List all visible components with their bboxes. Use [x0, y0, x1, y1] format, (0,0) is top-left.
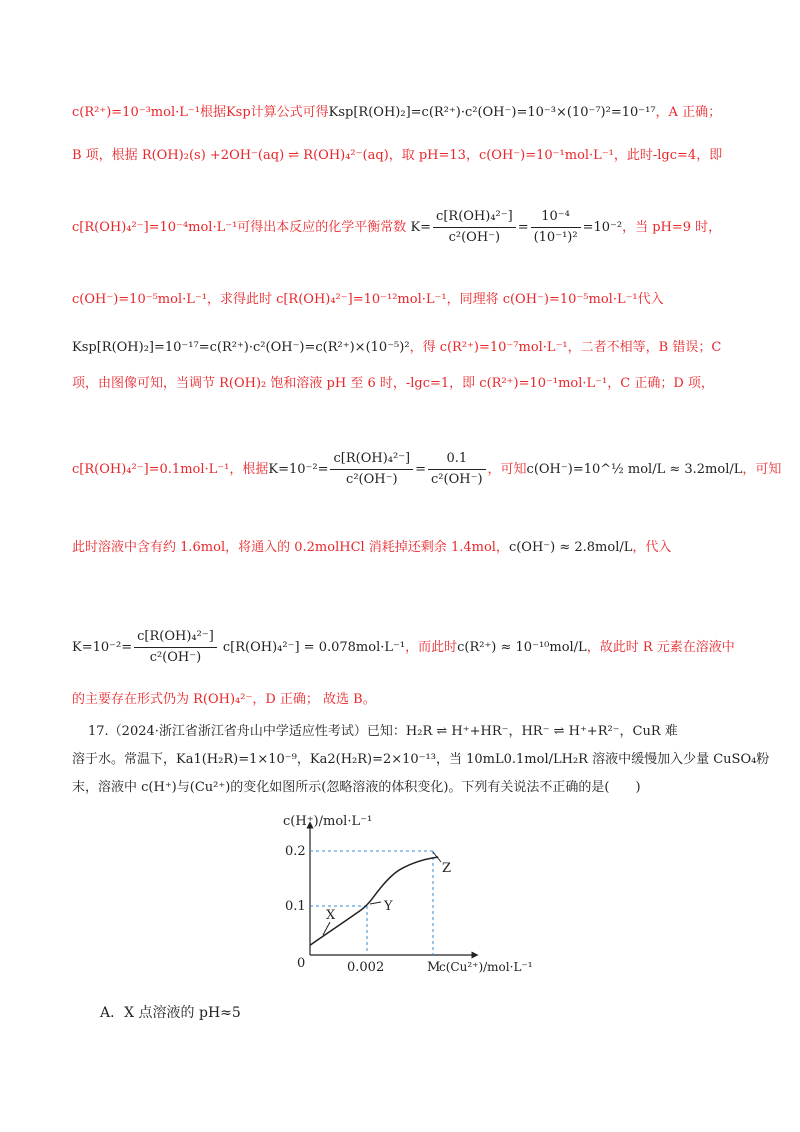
- solution-line-8: [72, 540, 671, 556]
- fraction-denominator: c²(OH⁻): [431, 472, 483, 487]
- fraction: [428, 450, 486, 489]
- text-segment: c(R²⁺)=10⁻³mol·L⁻¹根据Ksp计算公式可得: [72, 105, 329, 120]
- text-segment: 17.（2024·浙江省浙江省舟山中学适应性考试）已知：H₂R ⇌ H⁺+HR⁻，HR⁻ ⇌ H⁺+R²⁻，CuR 难: [88, 724, 678, 739]
- point-label-y: Y: [384, 899, 393, 914]
- origin-label: 0: [297, 956, 306, 971]
- y-tick-label: 0.1: [285, 899, 306, 914]
- x-tick-label: 0.002: [347, 960, 385, 975]
- k-label: K=10⁻²=: [268, 462, 329, 477]
- text-segment: 溶于水。常温下，Ka1(H₂R)=1×10⁻⁹，Ka2(H₂R)=2×10⁻¹³，当 10mL0.1mol/LH₂R 溶液中缓慢加入少量 CuSO₄粉: [72, 752, 770, 767]
- fraction-denominator: (10⁻¹)²: [533, 230, 578, 245]
- result-value: =10⁻²: [582, 220, 623, 235]
- oh-concentration: c(OH⁻)=10^½ mol/L ≈ 3.2mol/L: [526, 462, 743, 477]
- text-segment: c[R(OH)₄²⁻]=0.1mol·L⁻¹，根据: [72, 462, 269, 477]
- fraction-numerator: c[R(OH)₄²⁻]: [134, 628, 217, 648]
- solution-line-6: [72, 376, 714, 392]
- question-line-1: [88, 724, 678, 740]
- text-segment: ，可知: [742, 462, 782, 477]
- solution-line-10: [72, 692, 376, 708]
- solution-line-1: [72, 105, 721, 121]
- text-segment: 此时溶液中含有约 1.6mol，将通入的 0.2molHCl 消耗掉还剩余 1.4mol，: [72, 540, 509, 555]
- concentration-expression: c(R²⁺) ≈ 10⁻¹⁰mol/L: [457, 640, 587, 655]
- text-segment: ，A 正确；: [655, 105, 722, 120]
- text-segment: ，得 c(R²⁺)=10⁻⁷mol·L⁻¹，二者不相等，B 错误；C: [409, 340, 722, 355]
- fraction-denominator: c²(OH⁻): [346, 472, 398, 487]
- option-a: A．X 点溶液的 pH≈5: [100, 1005, 241, 1021]
- solution-line-5: [72, 340, 721, 356]
- solution-line-4: [72, 292, 664, 308]
- question-line-2: [72, 752, 769, 768]
- concentration-expression: c[R(OH)₄²⁻] = 0.078mol·L⁻¹: [222, 640, 406, 655]
- fraction-numerator: c[R(OH)₄²⁻]: [330, 450, 413, 470]
- text-segment: c[R(OH)₄²⁻]=10⁻⁴mol·L⁻¹可得出本反应的化学平衡常数: [72, 220, 407, 235]
- curve: [310, 857, 438, 945]
- text-segment: B 项，根据 R(OH)₂(s) +2OH⁻(aq) ⇌ R(OH)₄²⁻(aq)，取 pH=13，c(OH⁻)=10⁻¹mol·L⁻¹，此时-lgc=4，即: [72, 148, 723, 163]
- oh-concentration: c(OH⁻) ≈ 2.8mol/L: [508, 540, 633, 555]
- callout-y: [370, 902, 381, 904]
- fraction: [433, 208, 516, 247]
- text-segment: ，当 pH=9 时，: [622, 220, 722, 235]
- question-line-3: [72, 780, 641, 796]
- x-axis-label: c(Cu²⁺)/mol·L⁻¹: [439, 960, 533, 974]
- solution-line-2: [72, 148, 722, 164]
- solution-line-7: c[R(OH)₄²⁻]=0.1mol·L⁻¹，根据K=10⁻²= $\frac{\text{c[R(OH)₄²⁻]}}{\text{c²(OH⁻)}}$ = $\frac{0.1}{\text{c²(OH⁻)}}$ ，可知c(OH⁻)=10^½ mol/L ≈ 3.2mol/L，可知: [72, 451, 782, 487]
- solution-line-3: [72, 208, 721, 247]
- text-segment: 项，由图像可知，当调节 R(OH)₂ 饱和溶液 pH 至 6 时，-lgc=1，即 c(R²⁺)=10⁻¹mol·L⁻¹，C 正确；D 项，: [72, 376, 714, 391]
- point-label-z: Z: [442, 861, 452, 876]
- y-axis-label: c(H⁺)/mol·L⁻¹: [283, 814, 373, 829]
- ksp-expression: Ksp[R(OH)₂]=10⁻¹⁷=c(R²⁺)·c²(OH⁻)=c(R²⁺)×(10⁻⁵)²: [72, 340, 410, 355]
- k-label: K=: [410, 220, 432, 235]
- ksp-expression: Ksp[R(OH)₂]=c(R²⁺)·c²(OH⁻)=10⁻³×(10⁻⁷)²=10⁻¹⁷: [328, 105, 656, 120]
- text-segment: 末，溶液中 c(H⁺)与(Cu²⁺)的变化如图所示(忽略溶液的体积变化)。下列有关说法不正确的是( ): [72, 780, 641, 795]
- text-segment: 的主要存在形式仍为 R(OH)₄²⁻，D 正确； 故选 B。: [72, 692, 376, 707]
- x-tick-label: M: [427, 960, 441, 975]
- text-segment: ，而此时: [405, 640, 458, 655]
- fraction-numerator: c[R(OH)₄²⁻]: [433, 208, 516, 228]
- text-segment: ，代入: [632, 540, 672, 555]
- text-segment: ，可知: [487, 462, 527, 477]
- fraction: [330, 450, 413, 489]
- text-segment: c(OH⁻)=10⁻⁵mol·L⁻¹，求得此时 c[R(OH)₄²⁻]=10⁻¹²mol·L⁻¹，同理将 c(OH⁻)=10⁻⁵mol·L⁻¹代入: [72, 292, 664, 307]
- fraction: [531, 208, 581, 247]
- fraction: [134, 628, 217, 667]
- equals-sign: =: [517, 220, 529, 235]
- fraction-numerator: 10⁻⁴: [531, 208, 581, 228]
- fraction-denominator: c²(OH⁻): [448, 230, 501, 245]
- fraction-denominator: c²(OH⁻): [149, 650, 202, 665]
- text-segment: ，故此时 R 元素在溶液中: [586, 640, 735, 655]
- y-tick-label: 0.2: [285, 844, 306, 859]
- point-label-x: X: [326, 908, 336, 923]
- concentration-chart: [275, 807, 565, 982]
- k-label: K=10⁻²=: [72, 640, 133, 655]
- solution-line-9: [72, 628, 735, 667]
- fraction-numerator: 0.1: [428, 450, 486, 470]
